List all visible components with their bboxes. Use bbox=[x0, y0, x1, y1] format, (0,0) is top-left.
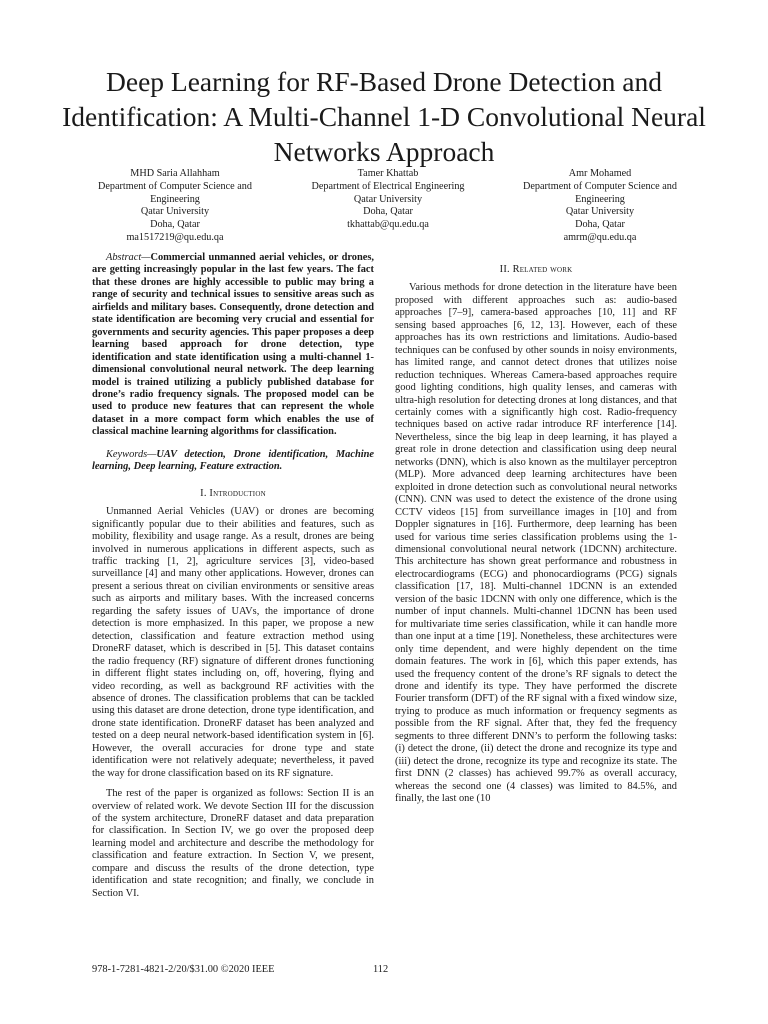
right-column bbox=[395, 252, 677, 805]
author-email: ma1517219@qu.edu.qa bbox=[126, 231, 224, 243]
abstract-label: Abstract— bbox=[106, 252, 151, 263]
author-city: Doha, Qatar bbox=[575, 219, 625, 231]
author-name: Tamer Khattab bbox=[357, 168, 419, 179]
author-department-cont: Engineering bbox=[575, 193, 625, 205]
author-name: MHD Saria Allahham bbox=[130, 168, 220, 179]
author-3 bbox=[485, 168, 715, 245]
section-heading-related-work: II. Related work bbox=[499, 264, 573, 275]
keywords-label: Keywords— bbox=[106, 448, 157, 460]
author-university: Qatar University bbox=[565, 206, 635, 218]
paper-title: Deep Learning for RF-Based Drone Detection and Identification: A Multi-Channel 1-D Convolutional Neural Networks Approach bbox=[62, 66, 706, 167]
author-email: amrm@qu.edu.qa bbox=[563, 231, 637, 243]
author-1 bbox=[60, 168, 290, 245]
keywords bbox=[92, 449, 374, 474]
intro-paragraph-2: The rest of the paper is organized as follows: Section II is an overview of related work. We devote Section III for the discussion of the system architecture, DroneRF dataset and data preparation for classification. In Section IV, we go over the proposed deep learning model and architecture and describe the methodology for classification and feature extraction. In Section V, we present, compare and discuss the results of the drone detection, type identification and state recognition; and finally, we conclude in Section VI. bbox=[92, 788, 374, 899]
author-block bbox=[60, 168, 720, 248]
footer-isbn: 978-1-7281-4821-2/20/$31.00 ©2020 IEEE bbox=[92, 964, 275, 975]
left-column bbox=[92, 252, 374, 900]
abstract-text: Commercial unmanned aerial vehicles, or drones, are getting increasingly popular in the last few years. The fact that these drones are highly accessible to public may bring a range of security and technical issues to sensitive areas such as airfields and military bases. Consequently, drone detection and state identification are becoming very crucial and essential for governments and security agencies. This paper proposes a deep learning based approach for drone detection, type identification and state identification using a multi-channel 1-dimensional convolutional neural network. The deep learning model is trained utilizing a publicly published database for drone’s radio frequency signals. The proposed model can be used to produce new features that can represent the whole dataset in a more compact form which enables the use of classical machine learning algorithms for classification. bbox=[92, 252, 374, 438]
author-university: Qatar University bbox=[353, 193, 423, 205]
author-email: tkhattab@qu.edu.qa bbox=[347, 219, 429, 231]
intro-paragraph-1: Unmanned Aerial Vehicles (UAV) or drones are becoming significantly popular due to their abilities and features, such as mobility, flexibility and usage range. As a result, drones are being involved in numerous applications in different aspects, such as traffic tracking [1, 2], agriculture services [3], video-based surveillance [4] and many other applications. However, drones can present a serious threat on civilian environments or sensitive areas such as airports and military bases. With the increased concerns regarding the safety issues of UAVs, the importance of drone detection is more emphasized. In this paper, we propose a new detection, classification and feature extraction method using DroneRF dataset, which is described in [5]. This dataset contains the radio frequency (RF) signature of different drones functioning in different flight states including on, off, hovering, flying and video recording, as well as background RF activities with the absence of drones. The classification problems that can be tackled using this dataset are drone detection, drone type identification, and drone state identification. DroneRF dataset has been analyzed and tested on a deep neural network-based identification system in [6]. However, the overall accuracies for drone type and state identification were not relatively adequate; nevertheless, it paved the way for drone classification based on its RF signature. bbox=[92, 506, 374, 779]
section-heading-introduction: I. Introduction bbox=[200, 487, 266, 499]
keywords-text: UAV detection, Drone identification, Machine learning, Deep learning, Feature extraction. bbox=[92, 448, 374, 473]
author-city: Doha, Qatar bbox=[150, 219, 200, 231]
author-department: Department of Computer Science and bbox=[98, 180, 252, 192]
author-department: Department of Electrical Engineering bbox=[311, 180, 465, 192]
author-department-cont: Engineering bbox=[150, 193, 200, 205]
abstract bbox=[92, 252, 374, 439]
author-university: Qatar University bbox=[140, 206, 210, 218]
author-name: Amr Mohamed bbox=[568, 168, 632, 179]
page-number: 112 bbox=[373, 964, 389, 975]
related-paragraph-1: Various methods for drone detection in the literature have been proposed with different approaches such as: audio-based approaches [7–9], camera-based approaches [10, 11] and RF sensing based approaches [6, 12, 13]. However, each of these approaches has its own restrictions and limitations. Audio-based techniques can be confused by other sounds in noisy environments, has limited range, and cannot detect drones that utilizes noise reduction techniques. Whereas Camera-based approaches require good lighting conditions, high quality lenses, and cameras with ultra-high resolution for detecting drones at long distances, and that certainly comes with a significantly high cost. Radio-frequency techniques based on active radar introduce RF interference [14]. Nevertheless, since the big leap in deep learning, it has played a great role in drone detection and classification using deep neural networks (DNN), which is also known as the multilayer perceptron (MLP). More advanced deep learning architectures have been exploited in drone detection such as convolutional neural networks (CNN). CNN was used to detect the existence of the drone using CCTV videos [15] from surveillance images in [10] and from Doppler signatures in [16]. Furthermore, deep learning has been used for various time series classification problems using the 1-dimensional convolutional neural network (1DCNN) architecture. This architecture has shown great performance and robustness in electrocardiograms (ECG) and phonocardiograms (PCG) signals classification [17, 18]. Multi-channel 1DCNN is an extended version of the basic 1DCNN with only one difference, which is the number of input channels. Multi-channel 1DCNN has been used for multivariate time series classification, while it can handle more than one input at a time [19]. Nonetheless, these architectures were only time dependent, and were highly dependent on the time domain features. The work in [6], which this paper extends, has used the frequency content of the drone’s RF signals to detect the drone and identify its type. They have performed the discrete Fourier transform (DFT) of the RF signal with a fixed window size, trying to produce as much information or frequency segments as possible from the RF signal. After that, they fed the frequency segments to three different DNN’s to perform the following tasks: (i) detect the drone, (ii) detect the drone and recognize its type and (iii) detect the drone, recognize its type and recognize its state. The first DNN (2 classes) has achieved 99.7% as overall accuracy, whereas the second one (4 classes) was limited to 84.5%, and finally, the last one (10 bbox=[395, 282, 677, 805]
author-2 bbox=[273, 168, 503, 232]
author-department: Department of Computer Science and bbox=[523, 180, 677, 192]
author-city: Doha, Qatar bbox=[363, 206, 413, 218]
